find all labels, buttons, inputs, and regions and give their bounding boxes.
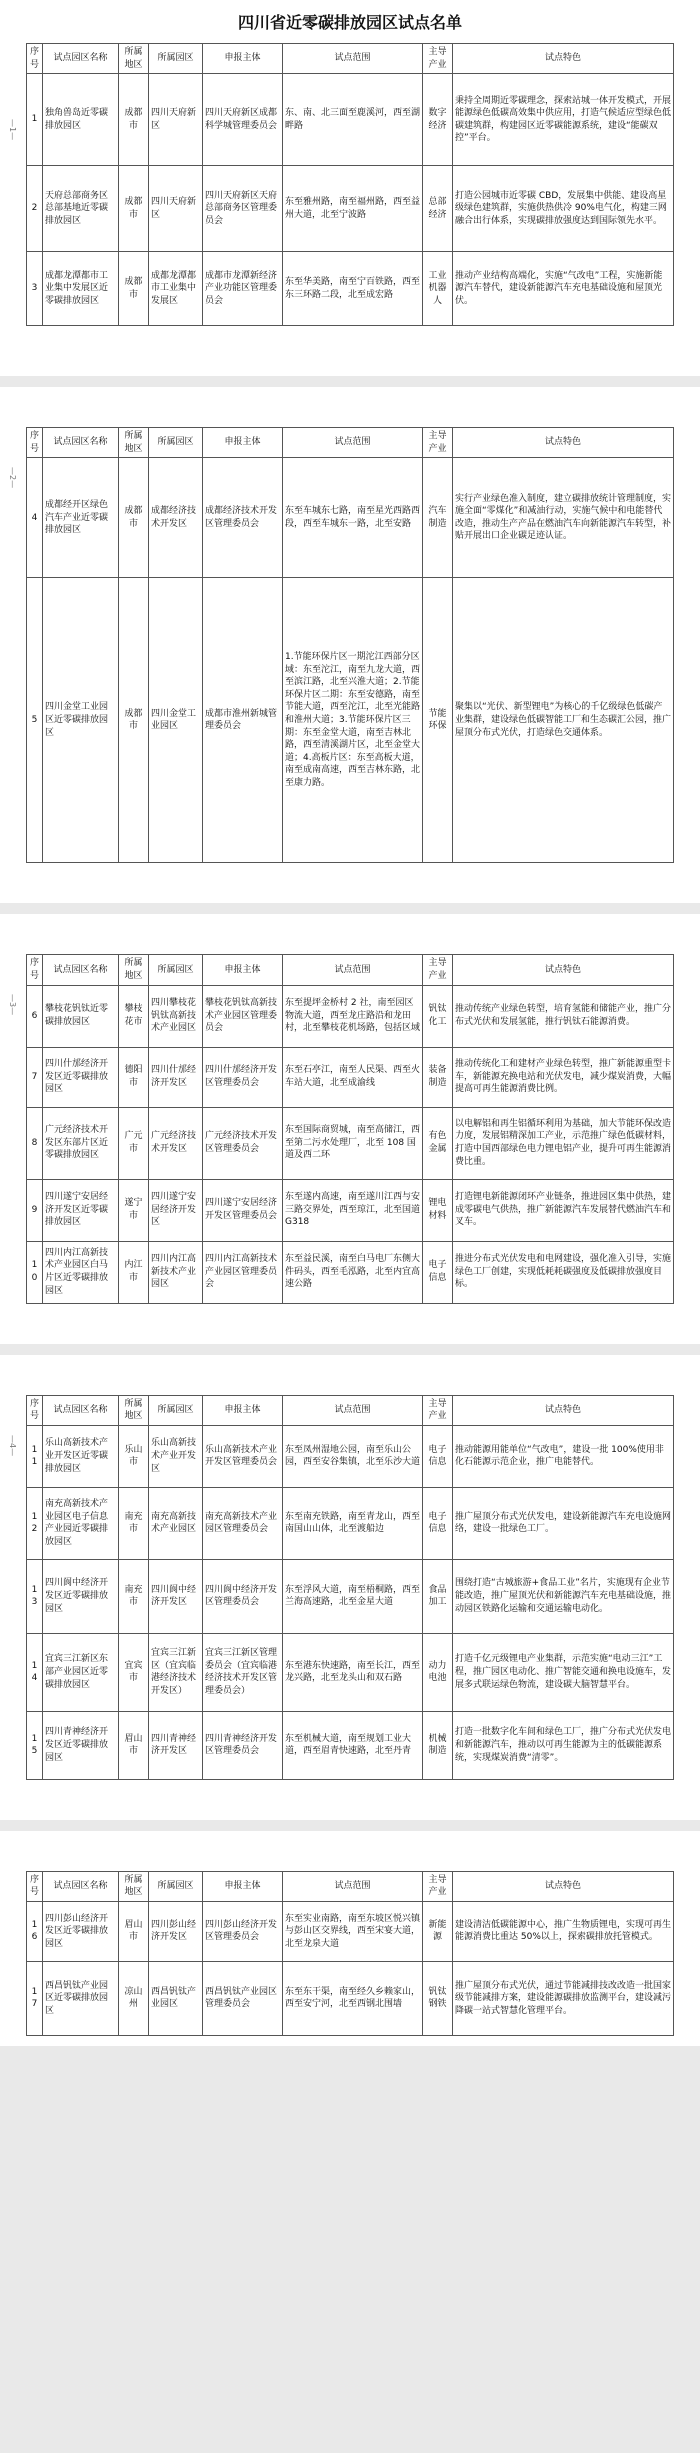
- header-zone: 所属园区: [149, 428, 203, 458]
- cell-area: 南充市: [119, 1559, 149, 1633]
- cell-no: 16: [27, 1901, 43, 1961]
- cell-industry: 动力电池: [423, 1633, 453, 1711]
- cell-name: 攀枝花钒钛近零碳排放园区: [43, 985, 119, 1047]
- cell-scope: 东至机械大道，南至规划工业大道，西至眉青快速路，北至丹青: [283, 1711, 423, 1779]
- header-name: 试点园区名称: [43, 428, 119, 458]
- cell-area: 内江市: [119, 1241, 149, 1303]
- cell-industry: 钒钛化工: [423, 985, 453, 1047]
- cell-industry: 工业机器人: [423, 252, 453, 326]
- header-scope: 试点范围: [283, 1395, 423, 1425]
- table-row: [27, 1425, 674, 1487]
- cell-industry: 机械制造: [423, 1711, 453, 1779]
- cell-scope: 东至实业南路，南至东坡区悦兴镇与彭山区交界线，西至宋宴大道，北至龙泉大道: [283, 1901, 423, 1961]
- cell-industry: 数字经济: [423, 74, 453, 166]
- header-feature: 试点特色: [453, 44, 674, 74]
- cell-scope: 东至石亭江，南至人民渠、西至火车站大道，北至成渝线: [283, 1047, 423, 1107]
- cell-area: 成都市: [119, 252, 149, 326]
- header-scope: 试点范围: [283, 955, 423, 985]
- cell-name: 四川青神经济开发区近零碳排放园区: [43, 1711, 119, 1779]
- header-name: 试点园区名称: [43, 955, 119, 985]
- cell-name: 独角兽岛近零碳排放园区: [43, 74, 119, 166]
- cell-zone: 四川彭山经济开发区: [149, 1901, 203, 1961]
- cell-body: 攀枝花钒钛高新技术产业园区管理委员会: [203, 985, 283, 1047]
- cell-zone: 南充高新技术产业园区: [149, 1487, 203, 1559]
- table-row: [27, 1711, 674, 1779]
- cell-body: 宜宾三江新区管理委员会（宜宾临港经济技术开发区管理委员会）: [203, 1633, 283, 1711]
- cell-scope: 东至提坪金桥村 2 社，南至园区物流大道，西至龙庄路沿和龙田村，北至攀枝花机场路，包括区域: [283, 985, 423, 1047]
- cell-body: 四川内江高新技术产业园区管理委员会: [203, 1241, 283, 1303]
- header-area: 所属地区: [119, 44, 149, 74]
- header-zone: 所属园区: [149, 1871, 203, 1901]
- page-number: —2—: [8, 467, 17, 489]
- cell-industry: 总部经济: [423, 166, 453, 252]
- cell-no: 9: [27, 1179, 43, 1241]
- cell-area: 遂宁市: [119, 1179, 149, 1241]
- header-industry: 主导产业: [423, 428, 453, 458]
- cell-body: 广元经济技术开发区管理委员会: [203, 1107, 283, 1179]
- cell-scope: 东至遂内高速，南至遂川江西与安三路交界处，西至琼江，北至国道 G318: [283, 1179, 423, 1241]
- cell-area: 攀枝花市: [119, 985, 149, 1047]
- cell-name: 乐山高新技术产业开发区近零碳排放园区: [43, 1425, 119, 1487]
- table-header-row: [27, 1395, 674, 1425]
- cell-scope: 1.节能环保片区一期沱江西部分区域：东至沱江，南至九龙大道，西至滨江路，北至兴淮大道；2.节能环保片区二期：东至安德路，南至节能大道，西至沱江，北至光能路和淮州大道；3.节能环保片区三期：东至金堂大道，南至吉林北路，西至清溪湖片区，北至金堂大道；4.高板片区：东至高板大道，南至成南高速，西至吉林东路，北至康力路。: [283, 578, 423, 863]
- header-no: 序号: [27, 1871, 43, 1901]
- cell-zone: 广元经济技术开发区: [149, 1107, 203, 1179]
- cell-body: 四川天府新区天府总部商务区管理委员会: [203, 166, 283, 252]
- header-feature: 试点特色: [453, 428, 674, 458]
- header-no: 序号: [27, 1395, 43, 1425]
- cell-zone: 乐山高新技术产业开发区: [149, 1425, 203, 1487]
- cell-feature: 实行产业绿色准入制度，建立碳排放统计管理制度，实施全面“零煤化”和减油行动，实施气候中和电能替代改造，推动生产产品在燃油汽车向新能源汽车转型，补贴开展出口企业碳足迹认证。: [453, 458, 674, 578]
- cell-name: 四川内江高新技术产业园区白马片区近零碳排放园区: [43, 1241, 119, 1303]
- table-row: [27, 74, 674, 166]
- header-name: 试点园区名称: [43, 44, 119, 74]
- cell-scope: 东至国际商贸城，南至高储江，西至第二污水处理厂，北至 108 国道及西二环: [283, 1107, 423, 1179]
- header-body: 申报主体: [203, 428, 283, 458]
- table-row: [27, 1241, 674, 1303]
- cell-zone: 四川内江高新技术产业园区: [149, 1241, 203, 1303]
- cell-no: 10: [27, 1241, 43, 1303]
- cell-body: 西昌钒钛产业园区管理委员会: [203, 1961, 283, 2035]
- cell-name: 广元经济技术开发区东部片区近零碳排放园区: [43, 1107, 119, 1179]
- cell-area: 乐山市: [119, 1425, 149, 1487]
- pilot-table: [26, 1871, 674, 2036]
- cell-no: 2: [27, 166, 43, 252]
- header-zone: 所属园区: [149, 955, 203, 985]
- header-no: 序号: [27, 428, 43, 458]
- cell-scope: 东至浮风大道，南至梧桐路，西至兰海高速路，北至金星大道: [283, 1559, 423, 1633]
- cell-scope: 东至华美路，南至宁百铁路，西至东三环路二段，北至成宏路: [283, 252, 423, 326]
- cell-feature: 打造公园城市近零碳 CBD，发展集中供能、建设高星级绿色建筑群，实施供热供冷 90%电气化，构建三网融合出行体系，实现碳排放强度达到国际领先水平。: [453, 166, 674, 252]
- cell-industry: 有色金属: [423, 1107, 453, 1179]
- header-feature: 试点特色: [453, 955, 674, 985]
- cell-feature: 打造锂电新能源闭环产业链条，推进园区集中供热，建成零碳电气供热，推广新能源汽车发展替代燃油汽车和叉车。: [453, 1179, 674, 1241]
- table-row: [27, 578, 674, 863]
- cell-scope: 东至益民溪，南至白马电厂东侧大件码头，西至毛泓路，北至内宜高速公路: [283, 1241, 423, 1303]
- cell-feature: 秉持全周期近零碳理念，探索站城一体开发模式，开展能源绿色低碳高效集中供应用，打造气候适应型绿色低碳建筑群，构建园区近零碳能源系统，建设“能碳双控”平台。: [453, 74, 674, 166]
- cell-body: 乐山高新技术产业开发区管理委员会: [203, 1425, 283, 1487]
- table-row: [27, 1901, 674, 1961]
- page-number: —1—: [8, 119, 17, 141]
- cell-name: 宜宾三江新区东部产业园区近零碳排放园区: [43, 1633, 119, 1711]
- page-5: [0, 1831, 700, 2046]
- cell-name: 四川遂宁安居经济开发区近零碳排放园区: [43, 1179, 119, 1241]
- cell-body: 成都经济技术开发区管理委员会: [203, 458, 283, 578]
- cell-feature: 围绕打造“古城旅游+食品工业”名片，实施现有企业节能改造，推广屋顶光伏和新能源汽车充电基础设施，推动园区铁路化运输和交通运输电动化。: [453, 1559, 674, 1633]
- cell-feature: 推广屋顶分布式光伏发电，建设新能源汽车充电设施网络，建设一批绿色工厂。: [453, 1487, 674, 1559]
- cell-no: 13: [27, 1559, 43, 1633]
- cell-no: 14: [27, 1633, 43, 1711]
- header-feature: 试点特色: [453, 1871, 674, 1901]
- table-row: [27, 1633, 674, 1711]
- cell-feature: 打造一批数字化车间和绿色工厂，推广分布式光伏发电和新能源汽车，推动以可再生能源为主的低碳能源系统，实现煤炭消费“清零”。: [453, 1711, 674, 1779]
- cell-feature: 推进分布式光伏发电和电网建设，强化准入引导，实施绿色工厂创建，实现低耗耗碳强度及低碳排放强度目标。: [453, 1241, 674, 1303]
- table-header-row: [27, 44, 674, 74]
- cell-industry: 钒钛钢铁: [423, 1961, 453, 2035]
- cell-body: 四川彭山经济开发区管理委员会: [203, 1901, 283, 1961]
- cell-feature: 打造千亿元级锂电产业集群，示范实施“电动三江”工程，推广园区电动化、推广智能交通和换电设施车，发展多式联运绿色物流，建设碳大脑智慧平台。: [453, 1633, 674, 1711]
- cell-name: 西昌钒钛产业园区近零碳排放园区: [43, 1961, 119, 2035]
- cell-no: 17: [27, 1961, 43, 2035]
- cell-industry: 锂电材料: [423, 1179, 453, 1241]
- cell-area: 宜宾市: [119, 1633, 149, 1711]
- header-zone: 所属园区: [149, 1395, 203, 1425]
- cell-scope: 东至车城东七路，南至星光西路西段，西至车城东一路，北至安路: [283, 458, 423, 578]
- pilot-table: [26, 1395, 674, 1780]
- cell-no: 3: [27, 252, 43, 326]
- cell-name: 四川什邡经济开发区近零碳排放园区: [43, 1047, 119, 1107]
- cell-body: 四川天府新区成都科学城管理委员会: [203, 74, 283, 166]
- cell-feature: 推广屋顶分布式光伏，通过节能减排技改改造一批国家级节能减排方案，建设能源碳排放监测平台，建设减污降碳一站式智慧化管理平台。: [453, 1961, 674, 2035]
- page-4: [0, 1355, 700, 1820]
- cell-industry: 电子信息: [423, 1425, 453, 1487]
- cell-area: 广元市: [119, 1107, 149, 1179]
- header-area: 所属地区: [119, 428, 149, 458]
- cell-scope: 东至港东快速路，南至长江，西至龙兴路，北至龙头山和双石路: [283, 1633, 423, 1711]
- cell-industry: 电子信息: [423, 1487, 453, 1559]
- header-body: 申报主体: [203, 44, 283, 74]
- cell-scope: 东至凤州湿地公园，南至乐山公园，西至安谷集镇，北至乐沙大道: [283, 1425, 423, 1487]
- header-industry: 主导产业: [423, 44, 453, 74]
- table-row: [27, 1487, 674, 1559]
- table-row: [27, 1047, 674, 1107]
- cell-zone: 四川天府新区: [149, 74, 203, 166]
- cell-industry: 电子信息: [423, 1241, 453, 1303]
- page-1: [0, 39, 700, 376]
- cell-feature: 建设清洁低碳能源中心，推广生物质锂电，实现可再生能源消费比重达 50%以上，探索碳排放托管模式。: [453, 1901, 674, 1961]
- cell-area: 眉山市: [119, 1901, 149, 1961]
- header-body: 申报主体: [203, 955, 283, 985]
- cell-no: 15: [27, 1711, 43, 1779]
- header-no: 序号: [27, 44, 43, 74]
- cell-body: 四川什邡经济开发区管理委员会: [203, 1047, 283, 1107]
- cell-industry: 新能源: [423, 1901, 453, 1961]
- pilot-table: [26, 427, 674, 863]
- cell-feature: 推动产业结构高端化，实施“气改电”工程，实施新能源汽车替代，建设新能源汽车充电基础设施和屋顶光伏。: [453, 252, 674, 326]
- cell-scope: 东至东干渠，南至经久乡赖家山，西至安宁河，北至西钢北围墙: [283, 1961, 423, 2035]
- cell-no: 4: [27, 458, 43, 578]
- cell-zone: 西昌钒钛产业园区: [149, 1961, 203, 2035]
- cell-scope: 东至南充铁路，南至青龙山，西至南国山山体，北至渡船边: [283, 1487, 423, 1559]
- header-zone: 所属园区: [149, 44, 203, 74]
- cell-area: 成都市: [119, 458, 149, 578]
- cell-area: 成都市: [119, 578, 149, 863]
- cell-area: 成都市: [119, 166, 149, 252]
- cell-name: 天府总部商务区总部基地近零碳排放园区: [43, 166, 119, 252]
- header-area: 所属地区: [119, 1395, 149, 1425]
- table-row: [27, 1179, 674, 1241]
- pilot-table: [26, 954, 674, 1303]
- cell-area: 凉山州: [119, 1961, 149, 2035]
- cell-zone: 四川什邡经济开发区: [149, 1047, 203, 1107]
- table-row: [27, 1961, 674, 2035]
- cell-zone: 宜宾三江新区（宜宾临港经济技术开发区）: [149, 1633, 203, 1711]
- page-number: —3—: [8, 994, 17, 1016]
- page-2: [0, 387, 700, 903]
- header-area: 所属地区: [119, 955, 149, 985]
- table-row: [27, 458, 674, 578]
- header-body: 申报主体: [203, 1871, 283, 1901]
- cell-body: 成都市龙潭新经济产业功能区管理委员会: [203, 252, 283, 326]
- cell-no: 5: [27, 578, 43, 863]
- cell-no: 11: [27, 1425, 43, 1487]
- cell-industry: 装备制造: [423, 1047, 453, 1107]
- cell-no: 7: [27, 1047, 43, 1107]
- header-scope: 试点范围: [283, 1871, 423, 1901]
- cell-body: 四川青神经济开发区管理委员会: [203, 1711, 283, 1779]
- table-row: [27, 985, 674, 1047]
- cell-zone: 四川攀枝花钒钛高新技术产业园区: [149, 985, 203, 1047]
- cell-area: 成都市: [119, 74, 149, 166]
- header-industry: 主导产业: [423, 1395, 453, 1425]
- header-area: 所属地区: [119, 1871, 149, 1901]
- cell-feature: 推动能源用能单位“气改电”，建设一批 100%使用非化石能源示范企业，推广电能替代。: [453, 1425, 674, 1487]
- header-industry: 主导产业: [423, 1871, 453, 1901]
- cell-area: 德阳市: [119, 1047, 149, 1107]
- header-body: 申报主体: [203, 1395, 283, 1425]
- cell-body: 四川遂宁安居经济开发区管理委员会: [203, 1179, 283, 1241]
- cell-name: 四川金堂工业园区近零碳排放园区: [43, 578, 119, 863]
- cell-area: 南充市: [119, 1487, 149, 1559]
- page-number: —4—: [8, 1434, 17, 1456]
- table-row: [27, 1559, 674, 1633]
- cell-area: 眉山市: [119, 1711, 149, 1779]
- cell-no: 1: [27, 74, 43, 166]
- cell-zone: 四川阆中经济开发区: [149, 1559, 203, 1633]
- header-name: 试点园区名称: [43, 1395, 119, 1425]
- cell-no: 12: [27, 1487, 43, 1559]
- cell-body: 四川阆中经济开发区管理委员会: [203, 1559, 283, 1633]
- cell-industry: 汽车制造: [423, 458, 453, 578]
- table-header-row: [27, 955, 674, 985]
- cell-feature: 聚集以“光伏、新型锂电”为核心的千亿级绿色低碳产业集群，建设绿色低碳智能工厂和生态碳汇公园，推广屋顶分布式光伏，打造绿色交通体系。: [453, 578, 674, 863]
- document-title: 四川省近零碳排放园区试点名单: [0, 0, 700, 39]
- cell-no: 6: [27, 985, 43, 1047]
- cell-name: 四川彭山经济开发区近零碳排放园区: [43, 1901, 119, 1961]
- header-feature: 试点特色: [453, 1395, 674, 1425]
- header-scope: 试点范围: [283, 44, 423, 74]
- header-industry: 主导产业: [423, 955, 453, 985]
- cell-zone: 成都龙潭都市工业集中发展区: [149, 252, 203, 326]
- table-row: [27, 252, 674, 326]
- cell-feature: 推动传统产业绿色转型，培育氢能和储能产业，推广分布式光伏和发展氢能，推行钒钛石能源消费。: [453, 985, 674, 1047]
- cell-name: 四川阆中经济开发区近零碳排放园区: [43, 1559, 119, 1633]
- cell-body: 成都市淮州新城管理委员会: [203, 578, 283, 863]
- cell-scope: 东至雅州路，南至福州路，西至益州大道，北至宁波路: [283, 166, 423, 252]
- pilot-table: [26, 43, 674, 326]
- table-header-row: [27, 1871, 674, 1901]
- page-3: [0, 914, 700, 1343]
- header-scope: 试点范围: [283, 428, 423, 458]
- header-name: 试点园区名称: [43, 1871, 119, 1901]
- table-row: [27, 166, 674, 252]
- cell-industry: 节能环保: [423, 578, 453, 863]
- cell-zone: 四川金堂工业园区: [149, 578, 203, 863]
- cell-zone: 成都经济技术开发区: [149, 458, 203, 578]
- table-row: [27, 1107, 674, 1179]
- cell-scope: 东、南、北三面至鹿溪河，西至湖畔路: [283, 74, 423, 166]
- cell-body: 南充高新技术产业园区管理委员会: [203, 1487, 283, 1559]
- cell-zone: 四川青神经济开发区: [149, 1711, 203, 1779]
- cell-industry: 食品加工: [423, 1559, 453, 1633]
- cell-name: 成都经开区绿色汽车产业近零碳排放园区: [43, 458, 119, 578]
- cell-feature: 推动传统化工和建材产业绿色转型，推广新能源重型卡车，新能源充换电站和光伏发电，减少煤炭消费，大幅提高可再生能源消费比例。: [453, 1047, 674, 1107]
- cell-name: 成都龙潭都市工业集中发展区近零碳排放园区: [43, 252, 119, 326]
- cell-no: 8: [27, 1107, 43, 1179]
- table-header-row: [27, 428, 674, 458]
- cell-zone: 四川遂宁安居经济开发区: [149, 1179, 203, 1241]
- cell-feature: 以电解铝和再生铝循环利用为基础，加大节能环保改造力度，发展铝精深加工产业，示范推广绿色低碳材料，打造中国西部绿色电力锂电铝产业，提升可再生能源消费比重。: [453, 1107, 674, 1179]
- cell-name: 南充高新技术产业园区电子信息产业园近零碳排放园区: [43, 1487, 119, 1559]
- cell-zone: 四川天府新区: [149, 166, 203, 252]
- header-no: 序号: [27, 955, 43, 985]
